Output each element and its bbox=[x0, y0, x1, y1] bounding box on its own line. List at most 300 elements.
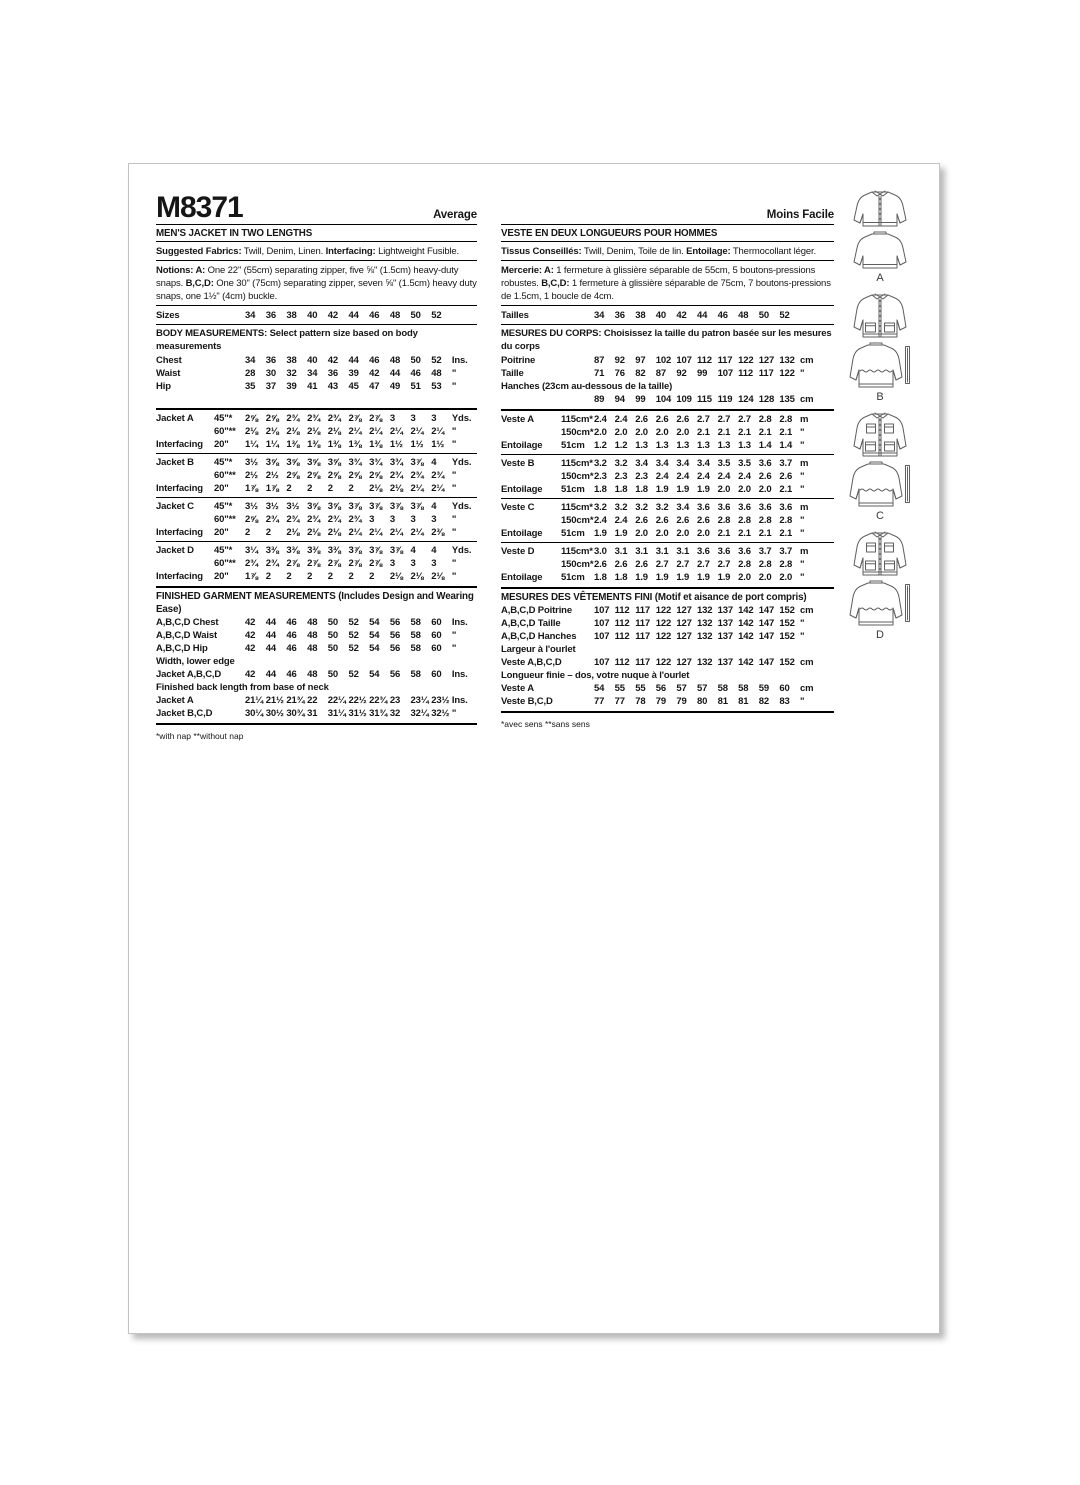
size-value: 48 bbox=[389, 355, 401, 366]
size-value: 137 bbox=[717, 618, 733, 629]
row-label: A,B,C,D Poitrine bbox=[501, 605, 572, 616]
fabric-width-label: 45"* bbox=[214, 501, 233, 512]
size-value: 22 bbox=[307, 695, 318, 706]
size-value: 3⅞ bbox=[389, 501, 403, 512]
size-value: 119 bbox=[717, 394, 733, 405]
size-value: 2 bbox=[307, 571, 313, 582]
size-value: 2¾ bbox=[265, 558, 279, 569]
table-row bbox=[156, 367, 477, 380]
size-value: 2.0 bbox=[676, 427, 690, 438]
unit-label: " bbox=[799, 427, 805, 438]
size-value: 92 bbox=[676, 368, 687, 379]
fabric-width-label: 20" bbox=[214, 483, 229, 494]
table-row bbox=[156, 453, 477, 469]
size-value: 41 bbox=[307, 381, 318, 392]
size-value: 99 bbox=[696, 368, 708, 379]
table-row bbox=[501, 669, 834, 682]
size-value: 2⅞ bbox=[286, 558, 300, 569]
size-value: 82 bbox=[635, 368, 646, 379]
row-label: Waist bbox=[156, 368, 181, 379]
size-value: 3.4 bbox=[635, 458, 648, 469]
size-value: 1.3 bbox=[676, 440, 690, 451]
unit-label: Yds. bbox=[451, 457, 472, 468]
size-value: 1.8 bbox=[614, 484, 628, 495]
table-row bbox=[156, 541, 477, 557]
size-value: 1.2 bbox=[614, 440, 628, 451]
size-value: 2.7 bbox=[696, 414, 710, 425]
size-value: 3 bbox=[389, 514, 395, 525]
size-value: 34 bbox=[245, 355, 256, 366]
size-value: 1.8 bbox=[614, 572, 628, 583]
size-value: 2⅛ bbox=[410, 571, 424, 582]
jacket-c-front-illustration bbox=[850, 410, 910, 460]
size-value: 3¾ bbox=[389, 457, 403, 468]
size-value: 38 bbox=[635, 309, 646, 321]
size-value: 1.9 bbox=[717, 572, 731, 583]
size-value: 46 bbox=[286, 643, 297, 654]
table-row bbox=[156, 380, 477, 393]
row-label bbox=[156, 513, 214, 526]
size-value: 2.0 bbox=[676, 528, 690, 539]
table-row bbox=[501, 380, 834, 393]
size-value: 2 bbox=[265, 571, 271, 582]
jacket-b-front-illustration bbox=[850, 291, 910, 341]
size-value: 78 bbox=[635, 696, 646, 707]
size-value: 53 bbox=[431, 381, 442, 392]
lead-in-text: Suggested Fabrics: bbox=[156, 245, 242, 257]
row-label: Veste A bbox=[501, 683, 534, 694]
size-value: 117 bbox=[635, 618, 651, 629]
size-value: 122 bbox=[655, 618, 672, 629]
size-value: 147 bbox=[758, 657, 775, 668]
table-row bbox=[501, 617, 834, 630]
unit-label: m bbox=[799, 414, 809, 425]
size-value: 52 bbox=[431, 355, 442, 366]
size-value: 2.6 bbox=[635, 515, 648, 526]
size-value: 81 bbox=[738, 696, 749, 707]
size-value: 132 bbox=[696, 605, 713, 616]
size-value: 2¼ bbox=[410, 527, 424, 538]
size-value: 52 bbox=[348, 617, 359, 628]
size-value: 3⅞ bbox=[410, 501, 424, 512]
size-value: 2 bbox=[265, 527, 271, 538]
size-value: 1.9 bbox=[614, 528, 628, 539]
size-value: 102 bbox=[655, 355, 672, 366]
size-value: 142 bbox=[738, 605, 754, 616]
jacket-c-back-illustration bbox=[846, 460, 914, 510]
unit-label: " bbox=[799, 484, 805, 495]
row-label: Entoilage bbox=[501, 528, 543, 539]
size-value: 1.4 bbox=[779, 440, 793, 451]
size-value: 42 bbox=[327, 309, 339, 321]
sizes-row bbox=[156, 306, 477, 325]
table-row bbox=[501, 558, 834, 571]
size-value: 42 bbox=[327, 355, 339, 366]
row-label: Veste B,C,D bbox=[501, 696, 553, 707]
size-value: 58 bbox=[410, 643, 421, 654]
size-value: 2¾ bbox=[327, 413, 341, 424]
size-value: 2.0 bbox=[614, 427, 628, 438]
size-value: 2.8 bbox=[738, 559, 751, 570]
size-value: 3⅝ bbox=[307, 501, 320, 512]
table-row bbox=[501, 542, 834, 558]
row-label: Jacket A bbox=[156, 695, 194, 706]
size-value: 2 bbox=[348, 571, 354, 582]
table-row bbox=[156, 629, 477, 642]
table-row bbox=[156, 681, 477, 694]
size-value: 2⅞ bbox=[307, 558, 320, 569]
size-value: 2.8 bbox=[738, 515, 751, 526]
size-value: 48 bbox=[431, 368, 442, 379]
lead-in-text: Tissus Conseillés: bbox=[501, 245, 582, 257]
size-value: 2¼ bbox=[348, 527, 362, 538]
size-value: 2 bbox=[286, 483, 292, 494]
size-value: 31½ bbox=[348, 708, 367, 719]
size-value: 56 bbox=[655, 683, 667, 694]
table-row bbox=[501, 571, 834, 584]
size-value: 127 bbox=[676, 618, 692, 629]
jacket-d-front-illustration bbox=[850, 529, 910, 579]
size-value: 2⅞ bbox=[327, 558, 341, 569]
size-value: 47 bbox=[369, 381, 380, 392]
size-value: 147 bbox=[758, 631, 775, 642]
table-row bbox=[501, 393, 834, 406]
size-value: 2.1 bbox=[758, 528, 772, 539]
row-label bbox=[501, 558, 561, 571]
size-value: 2.8 bbox=[779, 559, 793, 570]
size-value: 3 bbox=[431, 514, 437, 525]
size-value: 107 bbox=[594, 618, 610, 629]
size-value: 3.0 bbox=[594, 546, 607, 557]
size-value: 2.4 bbox=[717, 471, 731, 482]
row-label: Jacket D bbox=[156, 545, 194, 556]
size-value: 2⅞ bbox=[348, 413, 362, 424]
size-value: 2.6 bbox=[696, 515, 710, 526]
size-value: 137 bbox=[717, 657, 733, 668]
size-value: 44 bbox=[348, 309, 359, 321]
size-value: 82 bbox=[758, 696, 770, 707]
size-value: 1.3 bbox=[717, 440, 731, 451]
size-value: 2⅛ bbox=[431, 571, 445, 582]
row-label: Taille bbox=[501, 368, 524, 379]
size-value: 21¾ bbox=[286, 695, 305, 706]
row-label: Interfacing bbox=[156, 527, 203, 538]
size-value: 2.0 bbox=[758, 484, 772, 495]
size-value: 34 bbox=[307, 368, 318, 379]
size-value: 2.1 bbox=[738, 427, 751, 438]
size-value: 48 bbox=[307, 630, 318, 641]
size-value: 117 bbox=[635, 657, 651, 668]
size-value: 2.8 bbox=[779, 515, 793, 526]
size-value: 46 bbox=[369, 309, 380, 321]
table-row bbox=[501, 682, 834, 695]
size-value: 2.6 bbox=[635, 559, 648, 570]
size-value: 4 bbox=[410, 545, 416, 556]
row-label: A,B,C,D Taille bbox=[501, 618, 561, 629]
row-label: Jacket B,C,D bbox=[156, 708, 213, 719]
fabric-width-label: 150cm* bbox=[561, 515, 594, 526]
size-value: 3⅜ bbox=[327, 545, 341, 556]
size-value: 58 bbox=[410, 630, 421, 641]
size-value: 1.9 bbox=[696, 484, 710, 495]
size-value: 1.9 bbox=[676, 572, 690, 583]
row-label: A,B,C,D Hip bbox=[156, 643, 208, 654]
belt-illustration bbox=[906, 347, 910, 384]
size-value: 42 bbox=[245, 630, 256, 641]
fabric-width-label: 20" bbox=[214, 571, 229, 582]
row-label: Veste A bbox=[501, 414, 534, 425]
column-english bbox=[156, 186, 477, 743]
row-label: Jacket A bbox=[156, 413, 194, 424]
size-value: 3 bbox=[431, 413, 437, 424]
size-value: 1.9 bbox=[655, 572, 669, 583]
size-value: 107 bbox=[594, 657, 610, 668]
size-value: 2.0 bbox=[758, 572, 772, 583]
table-row bbox=[156, 469, 477, 482]
size-value: 60 bbox=[431, 630, 442, 641]
size-value: 1.8 bbox=[635, 484, 648, 495]
size-value: 3.6 bbox=[738, 502, 751, 513]
size-value: 2.4 bbox=[594, 515, 607, 526]
size-value: 57 bbox=[676, 683, 687, 694]
size-value: 122 bbox=[655, 657, 672, 668]
size-value: 23¼ bbox=[410, 695, 429, 706]
row-label bbox=[156, 557, 214, 570]
size-value: 44 bbox=[696, 309, 708, 321]
size-value: 2.6 bbox=[655, 515, 669, 526]
size-value: 22¾ bbox=[369, 695, 388, 706]
size-value: 2¾ bbox=[286, 514, 300, 525]
jacket-d-back-illustration bbox=[846, 579, 914, 629]
size-value: 1½ bbox=[410, 439, 424, 450]
size-value: 2.0 bbox=[696, 528, 710, 539]
size-value: 2.1 bbox=[779, 427, 793, 438]
row-label: Veste C bbox=[501, 502, 535, 513]
size-value: 3⅞ bbox=[369, 501, 383, 512]
row-label bbox=[501, 470, 561, 483]
size-value: 4 bbox=[431, 457, 437, 468]
size-value: 46 bbox=[286, 617, 297, 628]
unit-label: " bbox=[451, 571, 457, 582]
size-value: 36 bbox=[614, 309, 625, 321]
row-label bbox=[156, 425, 214, 438]
size-value: 1.3 bbox=[696, 440, 710, 451]
size-value: 1⅜ bbox=[369, 439, 383, 450]
size-value: 44 bbox=[265, 630, 276, 641]
size-value: 2¼ bbox=[410, 483, 424, 494]
unit-label: m bbox=[799, 502, 809, 513]
size-value: 2⅝ bbox=[327, 470, 341, 481]
size-value: 3.6 bbox=[717, 502, 731, 513]
row-label: Width, lower edge bbox=[156, 656, 235, 667]
size-value: 112 bbox=[614, 618, 630, 629]
size-value: 77 bbox=[594, 696, 605, 707]
size-value: 2⅝ bbox=[245, 413, 258, 424]
size-value: 3 bbox=[389, 413, 395, 424]
size-value: 115 bbox=[696, 394, 712, 405]
jacket-b-back-illustration bbox=[846, 341, 914, 391]
size-value: 1.9 bbox=[676, 484, 690, 495]
size-value: 54 bbox=[369, 669, 380, 680]
fabric-width-label: 20" bbox=[214, 527, 229, 538]
row-label: A,B,C,D Chest bbox=[156, 617, 219, 628]
row-label: Poitrine bbox=[501, 355, 536, 366]
lead-in-text: Entoilage: bbox=[686, 245, 731, 257]
size-value: 127 bbox=[676, 657, 692, 668]
body-measurements-table-fr bbox=[501, 354, 834, 406]
size-value: 2.0 bbox=[635, 528, 648, 539]
size-value: 2.1 bbox=[779, 484, 793, 495]
table-row bbox=[501, 695, 834, 708]
size-value: 3½ bbox=[286, 501, 300, 512]
notions-line bbox=[156, 261, 477, 306]
table-row bbox=[501, 439, 834, 452]
size-value: 3.4 bbox=[676, 502, 690, 513]
unit-label: " bbox=[451, 381, 457, 392]
size-value: 2⅞ bbox=[348, 558, 362, 569]
size-value: 3⅞ bbox=[410, 457, 424, 468]
unit-label: Yds. bbox=[451, 545, 472, 556]
unit-label: " bbox=[799, 572, 805, 583]
size-value: 3⅝ bbox=[327, 457, 341, 468]
size-value: 2⅛ bbox=[286, 527, 300, 538]
size-value: 3.2 bbox=[594, 458, 607, 469]
size-value: 58 bbox=[738, 683, 749, 694]
size-value: 60 bbox=[431, 617, 442, 628]
size-value: 2⅝ bbox=[348, 470, 362, 481]
row-label: Tailles bbox=[501, 309, 529, 321]
size-value: 50 bbox=[410, 355, 421, 366]
finished-measurements-header-en: FINISHED GARMENT MEASUREMENTS (Includes Design and Wearing Ease) bbox=[156, 586, 477, 616]
size-value: 3 bbox=[410, 558, 416, 569]
row-label: Longueur finie – dos, votre nuque à l'ourlet bbox=[501, 670, 690, 681]
size-value: 32 bbox=[286, 368, 297, 379]
size-value: 50 bbox=[327, 617, 339, 628]
unit-label: " bbox=[799, 515, 805, 526]
size-value: 89 bbox=[594, 394, 605, 405]
size-value: 3.6 bbox=[696, 546, 710, 557]
table-row bbox=[156, 438, 477, 451]
size-value: 2.4 bbox=[614, 414, 628, 425]
size-value: 2.3 bbox=[614, 471, 628, 482]
jacket-a-back-illustration bbox=[850, 230, 910, 272]
size-value: 142 bbox=[738, 657, 754, 668]
size-value: 2¾ bbox=[327, 514, 341, 525]
size-value: 3⅝ bbox=[327, 501, 341, 512]
size-value: 127 bbox=[676, 605, 692, 616]
size-value: 39 bbox=[348, 368, 359, 379]
body-text: Twill, Denim, Linen. bbox=[241, 245, 326, 257]
table-row bbox=[156, 526, 477, 539]
unit-label: " bbox=[799, 368, 805, 379]
size-value: 2⅝ bbox=[265, 413, 279, 424]
size-value: 2⅛ bbox=[327, 527, 341, 538]
size-value: 2.4 bbox=[655, 471, 669, 482]
size-value: 135 bbox=[779, 394, 795, 405]
size-value: 34 bbox=[594, 309, 605, 321]
size-value: 2¾ bbox=[410, 470, 424, 481]
size-value: 51 bbox=[410, 381, 421, 392]
view-label-d: D bbox=[876, 629, 884, 641]
size-value: 2.4 bbox=[676, 471, 690, 482]
size-value: 127 bbox=[758, 355, 775, 366]
size-value: 107 bbox=[594, 605, 610, 616]
size-value: 2 bbox=[369, 571, 375, 582]
size-value: 1.9 bbox=[594, 528, 607, 539]
table-row bbox=[501, 483, 834, 496]
size-value: 37 bbox=[265, 381, 276, 392]
size-value: 50 bbox=[327, 669, 339, 680]
size-value: 2.8 bbox=[717, 515, 731, 526]
size-value: 2⅞ bbox=[369, 413, 383, 424]
size-value: 81 bbox=[717, 696, 728, 707]
size-value: 2¾ bbox=[431, 470, 445, 481]
size-value: 49 bbox=[389, 381, 401, 392]
unit-label: cm bbox=[799, 657, 814, 668]
size-value: 3½ bbox=[265, 501, 279, 512]
size-value: 2 bbox=[245, 527, 251, 538]
size-value: 2.8 bbox=[758, 414, 772, 425]
unit-label: " bbox=[799, 440, 805, 451]
size-value: 3¼ bbox=[245, 545, 258, 556]
row-label bbox=[501, 393, 594, 406]
fabric-width-label: 51cm bbox=[561, 440, 585, 451]
row-label: Hip bbox=[156, 381, 171, 392]
size-value: 117 bbox=[717, 355, 733, 366]
jacket-a-views bbox=[845, 188, 915, 284]
size-value: 55 bbox=[614, 683, 625, 694]
size-value: 2.0 bbox=[655, 528, 669, 539]
size-value: 83 bbox=[779, 696, 790, 707]
size-value: 23½ bbox=[431, 695, 450, 706]
unit-label bbox=[452, 309, 477, 322]
size-value: 52 bbox=[348, 630, 359, 641]
size-value: 2.8 bbox=[779, 414, 793, 425]
size-value: 2.6 bbox=[635, 414, 648, 425]
size-value: 2.6 bbox=[758, 471, 772, 482]
title-row-fr bbox=[501, 186, 834, 225]
size-value: 56 bbox=[389, 630, 401, 641]
size-value: 2⅝ bbox=[307, 470, 320, 481]
jacket-d-views bbox=[845, 529, 915, 641]
size-value: 3¾ bbox=[369, 457, 383, 468]
size-value: 2⅛ bbox=[286, 426, 300, 437]
table-row bbox=[501, 454, 834, 470]
table-row bbox=[501, 514, 834, 527]
row-label: Veste D bbox=[501, 546, 535, 557]
size-value: 3.5 bbox=[717, 458, 731, 469]
size-value: 142 bbox=[738, 631, 754, 642]
size-value: 124 bbox=[738, 394, 754, 405]
unit-label: Ins. bbox=[451, 355, 468, 366]
size-value: 71 bbox=[594, 368, 605, 379]
size-value: 2 bbox=[327, 571, 333, 582]
size-value: 2.7 bbox=[717, 414, 731, 425]
row-label: Jacket B bbox=[156, 457, 194, 468]
size-value: 1⅞ bbox=[265, 483, 279, 494]
row-label: Entoilage bbox=[501, 440, 543, 451]
size-value: 3⅝ bbox=[307, 457, 320, 468]
fabric-width-label: 45"* bbox=[214, 413, 233, 424]
row-label: Entoilage bbox=[501, 572, 543, 583]
size-value: 2.4 bbox=[738, 471, 751, 482]
size-value: 132 bbox=[696, 657, 713, 668]
size-value: 2 bbox=[286, 571, 292, 582]
unit-label: cm bbox=[799, 605, 814, 616]
tissus-line bbox=[501, 242, 834, 261]
size-value: 58 bbox=[410, 669, 421, 680]
size-value: 2.0 bbox=[655, 427, 669, 438]
